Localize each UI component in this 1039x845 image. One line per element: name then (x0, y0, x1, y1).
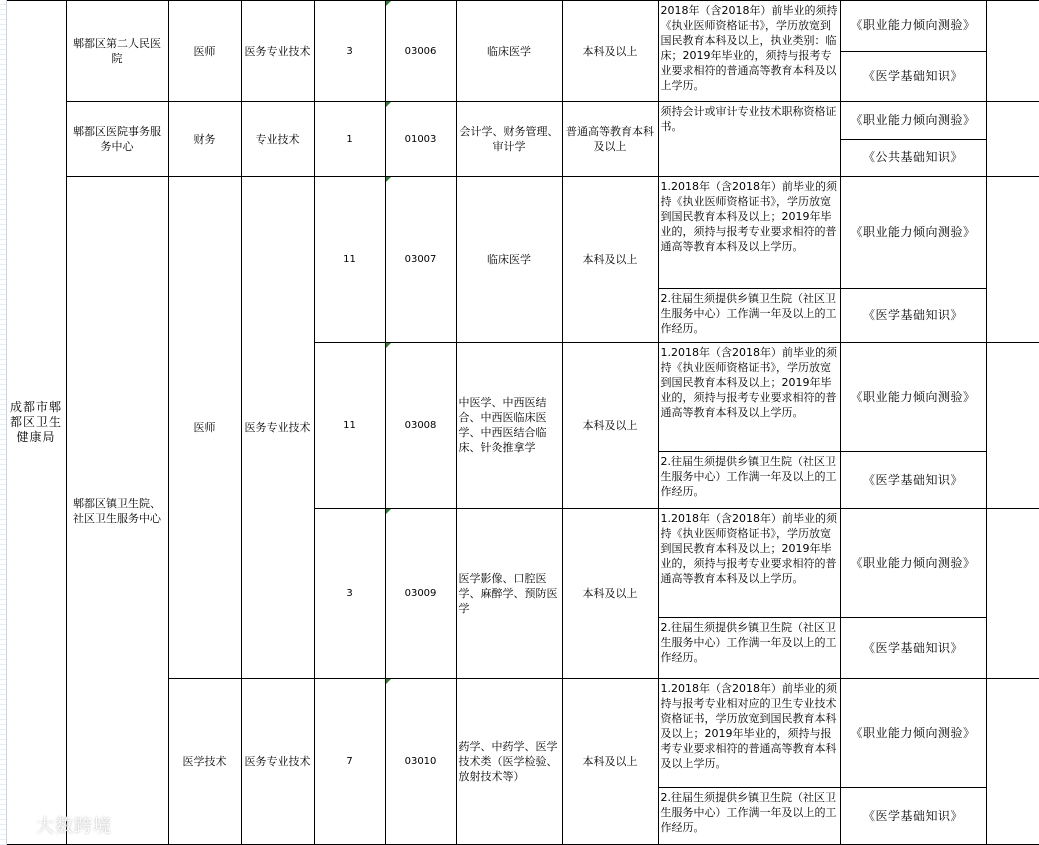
remark-cell[interactable] (986, 1, 1039, 102)
condition-cell[interactable]: 2.往届生须提供乡镇卫生院（社区卫生服务中心）工作满一年及以上的工作经历。 (658, 618, 840, 679)
exam-cell[interactable]: 《职业能力倾向测验》 (840, 678, 986, 787)
category-cell[interactable]: 医务专业技术 (241, 177, 314, 679)
code-value: 03006 (404, 45, 437, 57)
exam-cell[interactable]: 《职业能力倾向测验》 (840, 343, 986, 452)
code-value: 01003 (404, 133, 437, 145)
exam-cell[interactable]: 《职业能力倾向测验》 (840, 1, 986, 52)
exam-cell[interactable]: 《职业能力倾向测验》 (840, 508, 986, 617)
unit-cell[interactable]: 郫都区医院事务服务中心 (66, 102, 168, 177)
condition-cell[interactable]: 2.往届生须提供乡镇卫生院（社区卫生服务中心）工作满一年及以上的工作经历。 (658, 289, 840, 343)
unit-cell[interactable]: 郫都区第二人民医院 (66, 1, 168, 102)
remark-cell[interactable] (986, 678, 1039, 844)
category-cell[interactable]: 医务专业技术 (241, 1, 314, 102)
exam-cell[interactable]: 《医学基础知识》 (840, 51, 986, 102)
watermark-text: 大数跨境 (36, 816, 112, 837)
remark-cell[interactable] (986, 508, 1039, 678)
post-cell[interactable]: 财务 (168, 102, 241, 177)
cell-marker-icon (386, 343, 391, 348)
condition-cell[interactable]: 2.往届生须提供乡镇卫生院（社区卫生服务中心）工作满一年及以上的工作经历。 (658, 452, 840, 509)
row-header-strip (0, 0, 7, 845)
condition-cell[interactable]: 2018年（含2018年）前毕业的须持《执业医师资格证书》，学历放宽到国民教育本科及以上，执业类别：临床；2019年毕业的，须持与报考专业要求相符的普通高等教育本科及以上学历。 (658, 1, 840, 102)
major-cell[interactable]: 药学、中药学、医学技术类（医学检验、放射技术等） (456, 678, 562, 844)
post-cell[interactable]: 医师 (168, 1, 241, 102)
count-cell[interactable]: 1 (314, 102, 385, 177)
category-cell[interactable]: 专业技术 (241, 102, 314, 177)
code-cell[interactable] (385, 678, 456, 844)
condition-cell[interactable]: 须持会计或审计专业技术职称资格证书。 (658, 102, 840, 177)
major-cell[interactable]: 会计学、财务管理、审计学 (456, 102, 562, 177)
post-cell[interactable]: 医师 (168, 177, 241, 679)
exam-cell[interactable]: 《医学基础知识》 (840, 289, 986, 343)
cell-marker-icon (386, 102, 391, 107)
code-value: 03007 (404, 254, 437, 266)
code-cell[interactable] (385, 177, 456, 343)
education-cell[interactable]: 本科及以上 (562, 177, 658, 343)
condition-cell[interactable]: 1.2018年（含2018年）前毕业的须持《执业医师资格证书》，学历放宽到国民教育本科及以上；2019年毕业的，须持与报考专业要求相符的普通高等教育本科及以上学历。 (658, 508, 840, 617)
education-cell[interactable]: 本科及以上 (562, 678, 658, 844)
education-cell[interactable]: 本科及以上 (562, 343, 658, 509)
cell-marker-icon (386, 679, 391, 684)
count-cell[interactable]: 11 (314, 177, 385, 343)
education-cell[interactable]: 本科及以上 (562, 1, 658, 102)
code-value: 03008 (404, 419, 437, 431)
exam-cell[interactable]: 《医学基础知识》 (840, 618, 986, 679)
code-cell[interactable] (385, 508, 456, 678)
condition-cell[interactable]: 1.2018年（含2018年）前毕业的须持与报考专业相对应的卫生专业技术资格证书，学历放宽到国民教育本科及以上；2019年毕业的，须持与报考专业要求相符的普通高等教育本科及以上学历。 (658, 678, 840, 787)
code-cell[interactable] (385, 343, 456, 509)
major-cell[interactable]: 临床医学 (456, 177, 562, 343)
department-cell[interactable]: 成都市郫都区卫生健康局 (6, 1, 66, 845)
remark-cell[interactable] (986, 177, 1039, 343)
exam-cell[interactable]: 《医学基础知识》 (840, 788, 986, 845)
exam-cell[interactable]: 《公共基础知识》 (840, 139, 986, 176)
post-cell[interactable]: 医学技术 (168, 678, 241, 844)
count-cell[interactable]: 7 (314, 678, 385, 844)
code-cell[interactable] (385, 102, 456, 177)
major-cell[interactable]: 医学影像、口腔医学、麻醉学、预防医学 (456, 508, 562, 678)
condition-cell[interactable]: 2.往届生须提供乡镇卫生院（社区卫生服务中心）工作满一年及以上的工作经历。 (658, 788, 840, 845)
cell-marker-icon (386, 1, 391, 6)
major-cell[interactable]: 中医学、中西医结合、中西医临床医学、中西医结合临床、针灸推拿学 (456, 343, 562, 509)
condition-cell[interactable]: 1.2018年（含2018年）前毕业的须持《执业医师资格证书》，学历放宽到国民教育本科及以上；2019年毕业的，须持与报考专业要求相符的普通高等教育本科及以上学历。 (658, 343, 840, 452)
major-cell[interactable]: 临床医学 (456, 1, 562, 102)
code-cell[interactable] (385, 1, 456, 102)
category-cell[interactable]: 医务专业技术 (241, 678, 314, 844)
count-cell[interactable]: 3 (314, 508, 385, 678)
cell-marker-icon (386, 177, 391, 182)
exam-cell[interactable]: 《职业能力倾向测验》 (840, 102, 986, 139)
count-cell[interactable]: 11 (314, 343, 385, 509)
code-value: 03009 (404, 587, 437, 599)
education-cell[interactable]: 本科及以上 (562, 508, 658, 678)
exam-cell[interactable]: 《职业能力倾向测验》 (840, 177, 986, 289)
watermark-logo-icon (8, 816, 30, 838)
condition-cell[interactable]: 1.2018年（含2018年）前毕业的须持《执业医师资格证书》，学历放宽到国民教育本科及以上；2019年毕业的，须持与报考专业要求相符的普通高等教育本科及以上学历。 (658, 177, 840, 289)
code-value: 03010 (404, 755, 437, 767)
remark-cell[interactable] (986, 343, 1039, 509)
exam-cell[interactable]: 《医学基础知识》 (840, 452, 986, 509)
count-cell[interactable]: 3 (314, 1, 385, 102)
cell-marker-icon (386, 509, 391, 514)
watermark (8, 812, 112, 838)
remark-cell[interactable] (986, 102, 1039, 177)
unit-cell[interactable]: 郫都区镇卫生院、社区卫生服务中心 (66, 177, 168, 845)
education-cell[interactable]: 普通高等教育本科及以上 (562, 102, 658, 177)
